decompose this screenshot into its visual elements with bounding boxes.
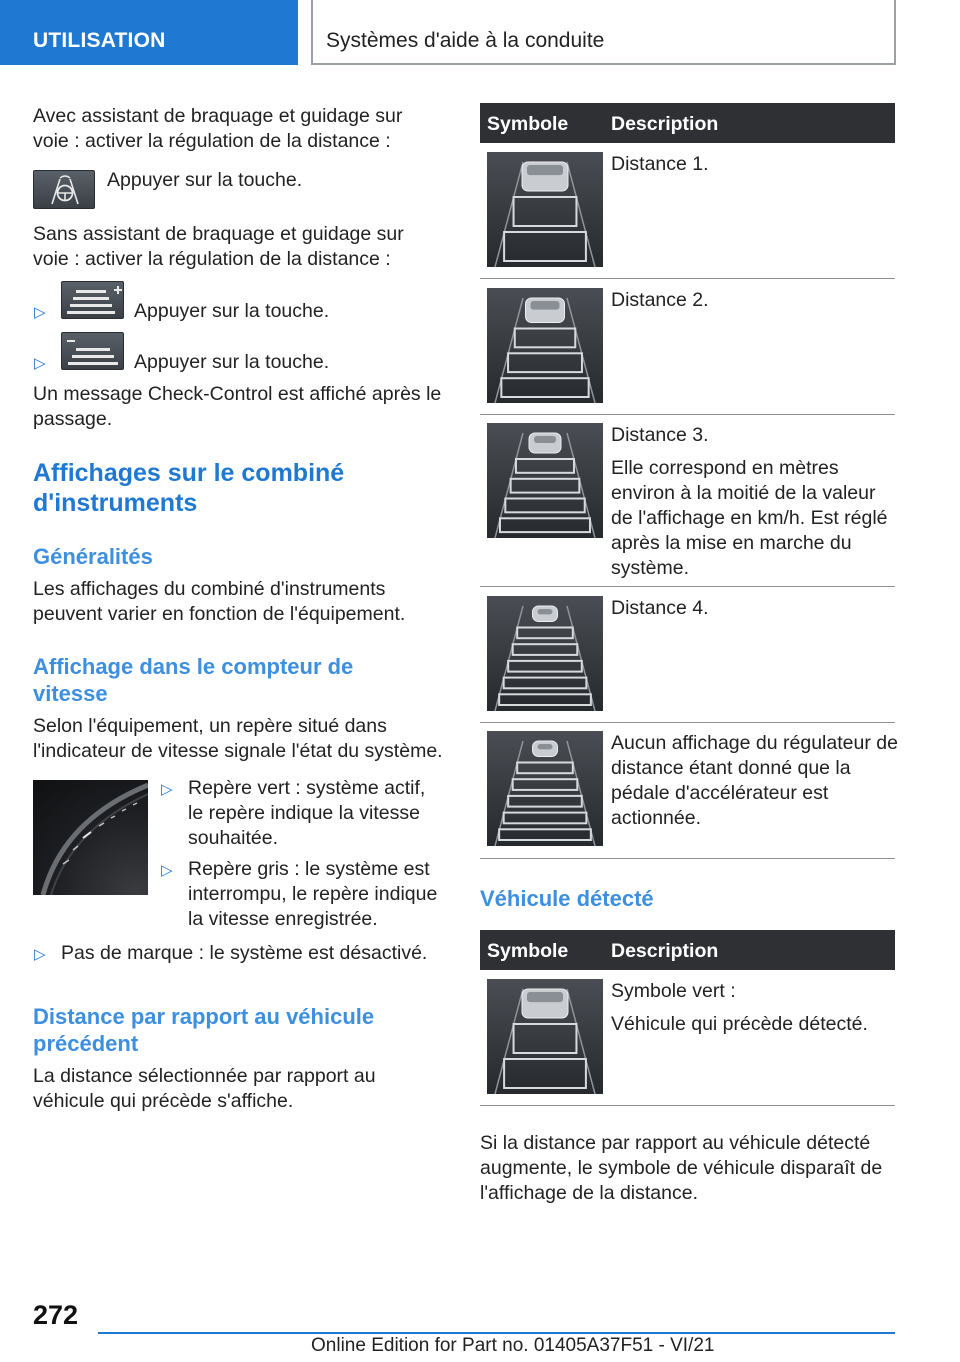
- chapter-tab: [311, 0, 896, 65]
- list-item-no-mark: Pas de marque : le système est désactivé.: [61, 942, 428, 964]
- description-line: Distance 4.: [611, 597, 709, 619]
- triangle-bullet-icon: ▷: [161, 862, 173, 879]
- description-line: Véhicule qui précède détecté.: [611, 1013, 868, 1035]
- subheading-speedometer: Affichage dans le compteur de vitesse: [33, 654, 354, 706]
- footer-edition: Online Edition for Part no. 01405A37F51 - VI/21: [311, 1335, 715, 1356]
- row-divider: [480, 1105, 895, 1106]
- list-item-gray-mark: Repère gris : le système est interrompu, le repère indique la vitesse enregistrée.: [188, 858, 438, 930]
- page-number: 272: [33, 1300, 79, 1330]
- table-cell-description: [611, 423, 901, 581]
- paragraph-distance: La distance sélectionnée par rapport au véhicule qui précède s'affiche.: [33, 1065, 376, 1112]
- distance-symbol-thumbnail: [487, 152, 603, 267]
- paragraph-speedometer: Selon l'équipement, un repère situé dans l'indicateur de vitesse signale l'état du système.: [33, 715, 443, 762]
- paragraph-general: Les affichages du combiné d'instruments peuvent varier en fonction de l'équipement.: [33, 578, 406, 625]
- table-header: [480, 103, 895, 143]
- press-button-text: Appuyer sur la touche.: [107, 169, 303, 191]
- description-line: Distance 3.: [611, 424, 709, 446]
- triangle-bullet-icon: ▷: [34, 355, 46, 372]
- list-item-decrease: Appuyer sur la touche.: [134, 351, 330, 373]
- table-cell-description: [611, 596, 901, 621]
- paragraph-with-assistant: Avec assistant de braquage et guidage sur voie : activer la régulation de la distance :: [33, 105, 403, 152]
- triangle-bullet-icon: ▷: [34, 946, 46, 963]
- subheading-distance: Distance par rapport au véhicule précédent: [33, 1004, 375, 1056]
- list-item-increase: Appuyer sur la touche.: [134, 300, 330, 322]
- distance-symbol-thumbnail: [487, 731, 603, 846]
- triangle-bullet-icon: ▷: [161, 781, 173, 798]
- distance-button-icon: [61, 281, 124, 319]
- vehicle-detected-thumbnail: [487, 979, 603, 1094]
- table-cell-description: [611, 152, 901, 177]
- section-heading-displays: Affichages sur le combiné d'instruments: [33, 459, 345, 517]
- paragraph-vehicle: Si la distance par rapport au véhicule détecté augmente, le symbole de véhicule disparaît de l'affichage de la distance.: [480, 1132, 883, 1204]
- triangle-bullet-icon: ▷: [34, 304, 46, 321]
- list-item-green-mark: Repère vert : système actif, le repère indique la vitesse souhaitée.: [188, 777, 426, 849]
- column-symbol: Symbole: [487, 940, 569, 962]
- table-cell-description: [611, 288, 901, 313]
- table-cell-description: [611, 979, 901, 1037]
- description-line: Elle correspond en mètres environ à la moitié de la valeur de l'affichage en km/h. Est réglé après la mise en marche du système.: [611, 457, 888, 579]
- table-header: [480, 930, 895, 970]
- paragraph-without-assistant: Sans assistant de braquage et guidage sur voie : activer la régulation de la distance :: [33, 223, 404, 270]
- subheading-general: Généralités: [33, 544, 153, 569]
- distance-symbol-thumbnail: [487, 288, 603, 403]
- row-divider: [480, 414, 895, 415]
- speedometer-image: [33, 780, 148, 895]
- description-line: Distance 1.: [611, 153, 709, 175]
- distance-symbol-thumbnail: [487, 423, 603, 538]
- column-symbol: Symbole: [487, 113, 569, 135]
- row-divider: [480, 858, 895, 859]
- steering-assist-button-icon: [33, 170, 95, 209]
- description-line: Distance 2.: [611, 289, 709, 311]
- distance-symbol-thumbnail: [487, 596, 603, 711]
- subheading-vehicle-detected: Véhicule détecté: [480, 886, 654, 911]
- section-tab: [0, 0, 298, 65]
- description-line: Aucun affichage du régulateur de distance étant donné que la pédale d'accélérateur est actionnée.: [611, 732, 898, 829]
- row-divider: [480, 278, 895, 279]
- check-control-text: Un message Check-Control est affiché après le passage.: [33, 383, 442, 430]
- column-description: Description: [611, 113, 719, 135]
- row-divider: [480, 586, 895, 587]
- chapter-title: Systèmes d'aide à la conduite: [326, 29, 605, 52]
- section-title: UTILISATION: [33, 29, 166, 52]
- footer-divider: [98, 1332, 895, 1334]
- description-line: Symbole vert :: [611, 980, 736, 1002]
- table-cell-description: [611, 731, 901, 831]
- row-divider: [480, 722, 895, 723]
- distance-button-icon: [61, 332, 124, 370]
- column-description: Description: [611, 940, 719, 962]
